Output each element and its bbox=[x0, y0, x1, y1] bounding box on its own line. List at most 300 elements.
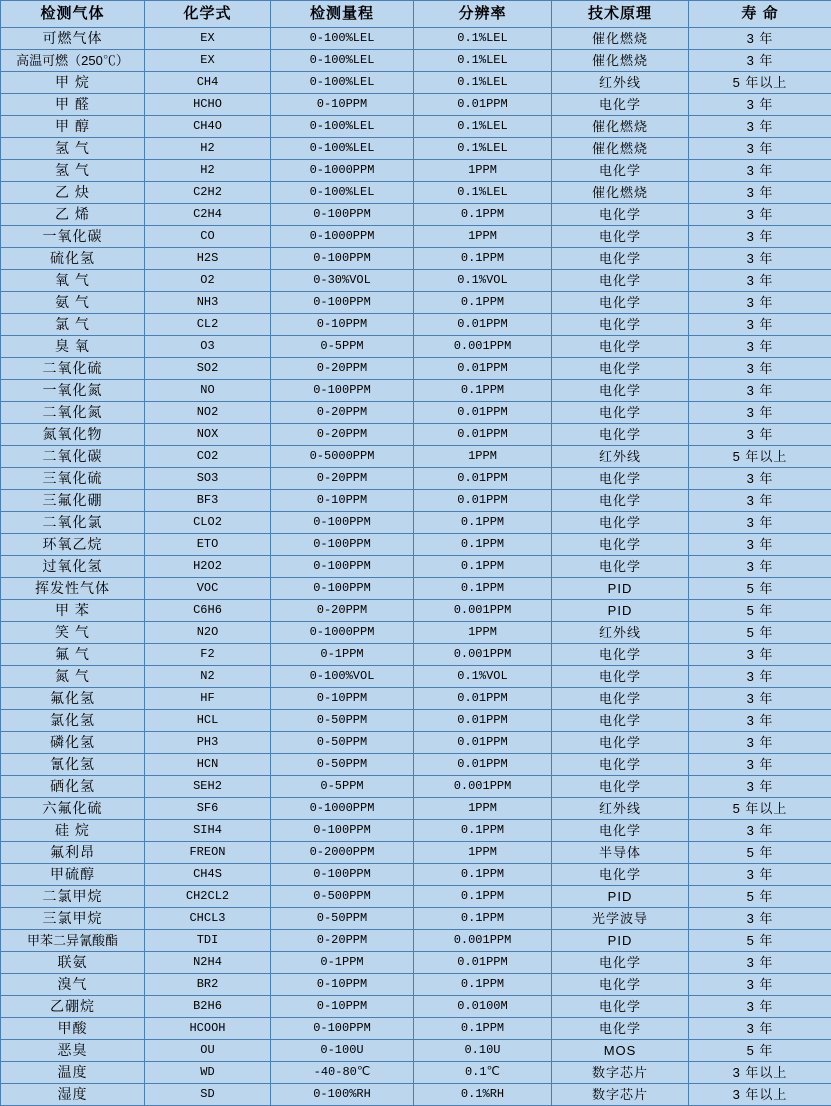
cell-lifetime: 3 年 bbox=[689, 402, 831, 424]
cell-detection-range: 0-100PPM bbox=[271, 292, 414, 314]
cell-gas-name: 甲苯二异氰酸酯 bbox=[1, 930, 145, 952]
cell-resolution: 0.1PPM bbox=[414, 292, 552, 314]
table-row bbox=[1, 1018, 831, 1040]
cell-gas-name: 氰化氢 bbox=[1, 754, 145, 776]
table-row bbox=[1, 1084, 831, 1106]
cell-technology-principle: 电化学 bbox=[552, 534, 689, 556]
cell-technology-principle: 电化学 bbox=[552, 996, 689, 1018]
table-row bbox=[1, 402, 831, 424]
cell-detection-range: 0-100PPM bbox=[271, 864, 414, 886]
cell-detection-range: 0-1000PPM bbox=[271, 798, 414, 820]
cell-gas-name: 二氯甲烷 bbox=[1, 886, 145, 908]
cell-detection-range: 0-100%LEL bbox=[271, 28, 414, 50]
cell-chemical-formula: EX bbox=[145, 50, 271, 72]
cell-technology-principle: 电化学 bbox=[552, 94, 689, 116]
table-row bbox=[1, 886, 831, 908]
cell-gas-name: 可燃气体 bbox=[1, 28, 145, 50]
cell-technology-principle: 电化学 bbox=[552, 864, 689, 886]
table-row bbox=[1, 820, 831, 842]
cell-resolution: 0.1%VOL bbox=[414, 666, 552, 688]
cell-resolution: 0.1PPM bbox=[414, 512, 552, 534]
cell-detection-range: 0-100PPM bbox=[271, 512, 414, 534]
cell-resolution: 0.1PPM bbox=[414, 248, 552, 270]
cell-technology-principle: 电化学 bbox=[552, 336, 689, 358]
cell-chemical-formula: N2O bbox=[145, 622, 271, 644]
cell-technology-principle: 半导体 bbox=[552, 842, 689, 864]
table-row bbox=[1, 974, 831, 996]
cell-lifetime: 3 年以上 bbox=[689, 1062, 831, 1084]
cell-lifetime: 5 年 bbox=[689, 1040, 831, 1062]
cell-detection-range: 0-5PPM bbox=[271, 336, 414, 358]
cell-gas-name: 三氟化硼 bbox=[1, 490, 145, 512]
cell-technology-principle: 红外线 bbox=[552, 72, 689, 94]
cell-technology-principle: 电化学 bbox=[552, 820, 689, 842]
table-row bbox=[1, 930, 831, 952]
cell-lifetime: 3 年 bbox=[689, 116, 831, 138]
cell-lifetime: 3 年 bbox=[689, 688, 831, 710]
cell-detection-range: 0-500PPM bbox=[271, 886, 414, 908]
cell-technology-principle: 红外线 bbox=[552, 798, 689, 820]
cell-resolution: 1PPM bbox=[414, 446, 552, 468]
cell-technology-principle: MOS bbox=[552, 1040, 689, 1062]
cell-detection-range: 0-50PPM bbox=[271, 732, 414, 754]
cell-chemical-formula: NO bbox=[145, 380, 271, 402]
cell-lifetime: 3 年 bbox=[689, 226, 831, 248]
cell-gas-name: 氯化氢 bbox=[1, 710, 145, 732]
cell-detection-range: 0-10PPM bbox=[271, 688, 414, 710]
cell-resolution: 0.1PPM bbox=[414, 864, 552, 886]
cell-detection-range: -40-80℃ bbox=[271, 1062, 414, 1084]
cell-technology-principle: 催化燃烧 bbox=[552, 50, 689, 72]
table-row bbox=[1, 424, 831, 446]
cell-technology-principle: 电化学 bbox=[552, 402, 689, 424]
column-header-range: 检测量程 bbox=[271, 1, 414, 28]
cell-resolution: 1PPM bbox=[414, 226, 552, 248]
cell-gas-name: 二氧化硫 bbox=[1, 358, 145, 380]
table-row bbox=[1, 490, 831, 512]
cell-lifetime: 3 年 bbox=[689, 314, 831, 336]
cell-gas-name: 氟 气 bbox=[1, 644, 145, 666]
table-row bbox=[1, 1062, 831, 1084]
cell-detection-range: 0-1000PPM bbox=[271, 226, 414, 248]
cell-detection-range: 0-100PPM bbox=[271, 248, 414, 270]
cell-detection-range: 0-10PPM bbox=[271, 996, 414, 1018]
table-header bbox=[1, 1, 831, 28]
cell-resolution: 0.10U bbox=[414, 1040, 552, 1062]
cell-resolution: 0.1%LEL bbox=[414, 72, 552, 94]
table-row bbox=[1, 72, 831, 94]
cell-lifetime: 5 年 bbox=[689, 886, 831, 908]
cell-lifetime: 3 年 bbox=[689, 1018, 831, 1040]
cell-chemical-formula: CLO2 bbox=[145, 512, 271, 534]
cell-gas-name: 乙硼烷 bbox=[1, 996, 145, 1018]
column-header-formula: 化学式 bbox=[145, 1, 271, 28]
cell-technology-principle: 电化学 bbox=[552, 732, 689, 754]
cell-resolution: 0.1PPM bbox=[414, 578, 552, 600]
table-row bbox=[1, 952, 831, 974]
table-row bbox=[1, 710, 831, 732]
table-header-row bbox=[1, 1, 831, 28]
cell-technology-principle: 电化学 bbox=[552, 666, 689, 688]
cell-lifetime: 5 年以上 bbox=[689, 72, 831, 94]
cell-gas-name: 高温可燃（250℃） bbox=[1, 50, 145, 72]
cell-detection-range: 0-100%VOL bbox=[271, 666, 414, 688]
cell-resolution: 0.1PPM bbox=[414, 1018, 552, 1040]
cell-gas-name: 氨 气 bbox=[1, 292, 145, 314]
cell-resolution: 0.0100M bbox=[414, 996, 552, 1018]
cell-lifetime: 3 年 bbox=[689, 908, 831, 930]
cell-detection-range: 0-100%RH bbox=[271, 1084, 414, 1106]
cell-gas-name: 硒化氢 bbox=[1, 776, 145, 798]
cell-chemical-formula: SD bbox=[145, 1084, 271, 1106]
cell-resolution: 0.001PPM bbox=[414, 336, 552, 358]
cell-resolution: 0.01PPM bbox=[414, 710, 552, 732]
cell-technology-principle: PID bbox=[552, 578, 689, 600]
cell-resolution: 0.01PPM bbox=[414, 732, 552, 754]
table-row bbox=[1, 204, 831, 226]
cell-resolution: 0.001PPM bbox=[414, 776, 552, 798]
table-row bbox=[1, 666, 831, 688]
cell-detection-range: 0-10PPM bbox=[271, 490, 414, 512]
cell-resolution: 0.1%LEL bbox=[414, 182, 552, 204]
cell-gas-name: 溴气 bbox=[1, 974, 145, 996]
cell-lifetime: 3 年 bbox=[689, 182, 831, 204]
table-row bbox=[1, 754, 831, 776]
cell-technology-principle: 电化学 bbox=[552, 424, 689, 446]
cell-gas-name: 甲 苯 bbox=[1, 600, 145, 622]
cell-detection-range: 0-100%LEL bbox=[271, 182, 414, 204]
table-row bbox=[1, 446, 831, 468]
table-row bbox=[1, 336, 831, 358]
cell-chemical-formula: H2 bbox=[145, 160, 271, 182]
cell-resolution: 1PPM bbox=[414, 842, 552, 864]
cell-resolution: 0.1%VOL bbox=[414, 270, 552, 292]
cell-resolution: 0.01PPM bbox=[414, 94, 552, 116]
cell-technology-principle: 电化学 bbox=[552, 776, 689, 798]
cell-resolution: 0.1PPM bbox=[414, 534, 552, 556]
cell-gas-name: 挥发性气体 bbox=[1, 578, 145, 600]
cell-chemical-formula: CH4S bbox=[145, 864, 271, 886]
cell-chemical-formula: B2H6 bbox=[145, 996, 271, 1018]
cell-resolution: 0.01PPM bbox=[414, 688, 552, 710]
cell-lifetime: 3 年 bbox=[689, 864, 831, 886]
cell-detection-range: 0-50PPM bbox=[271, 908, 414, 930]
cell-chemical-formula: TDI bbox=[145, 930, 271, 952]
cell-resolution: 0.1PPM bbox=[414, 820, 552, 842]
cell-chemical-formula: N2H4 bbox=[145, 952, 271, 974]
cell-technology-principle: 红外线 bbox=[552, 622, 689, 644]
table-row bbox=[1, 908, 831, 930]
cell-lifetime: 3 年 bbox=[689, 732, 831, 754]
cell-technology-principle: PID bbox=[552, 600, 689, 622]
table-row bbox=[1, 50, 831, 72]
cell-resolution: 0.1%LEL bbox=[414, 28, 552, 50]
cell-resolution: 0.1PPM bbox=[414, 380, 552, 402]
cell-resolution: 0.1℃ bbox=[414, 1062, 552, 1084]
table-row bbox=[1, 578, 831, 600]
cell-lifetime: 3 年 bbox=[689, 996, 831, 1018]
table-row bbox=[1, 28, 831, 50]
table-row bbox=[1, 226, 831, 248]
table-row bbox=[1, 292, 831, 314]
table-row bbox=[1, 468, 831, 490]
cell-lifetime: 3 年 bbox=[689, 974, 831, 996]
cell-technology-principle: 数字芯片 bbox=[552, 1084, 689, 1106]
table-row bbox=[1, 688, 831, 710]
cell-gas-name: 温度 bbox=[1, 1062, 145, 1084]
cell-lifetime: 3 年 bbox=[689, 28, 831, 50]
cell-detection-range: 0-20PPM bbox=[271, 468, 414, 490]
cell-detection-range: 0-100PPM bbox=[271, 578, 414, 600]
cell-resolution: 1PPM bbox=[414, 798, 552, 820]
cell-chemical-formula: CL2 bbox=[145, 314, 271, 336]
cell-gas-name: 一氧化氮 bbox=[1, 380, 145, 402]
cell-lifetime: 3 年 bbox=[689, 512, 831, 534]
cell-detection-range: 0-100PPM bbox=[271, 380, 414, 402]
cell-detection-range: 0-20PPM bbox=[271, 358, 414, 380]
table-row bbox=[1, 270, 831, 292]
cell-gas-name: 甲 醛 bbox=[1, 94, 145, 116]
cell-lifetime: 5 年以上 bbox=[689, 446, 831, 468]
cell-resolution: 0.1%RH bbox=[414, 1084, 552, 1106]
cell-gas-name: 氟利昂 bbox=[1, 842, 145, 864]
cell-technology-principle: 电化学 bbox=[552, 952, 689, 974]
cell-lifetime: 5 年 bbox=[689, 622, 831, 644]
table-row bbox=[1, 380, 831, 402]
cell-lifetime: 3 年 bbox=[689, 424, 831, 446]
cell-chemical-formula: C2H2 bbox=[145, 182, 271, 204]
cell-resolution: 0.1%LEL bbox=[414, 138, 552, 160]
cell-technology-principle: 电化学 bbox=[552, 270, 689, 292]
cell-chemical-formula: FREON bbox=[145, 842, 271, 864]
cell-gas-name: 乙 炔 bbox=[1, 182, 145, 204]
cell-lifetime: 3 年 bbox=[689, 94, 831, 116]
cell-chemical-formula: H2O2 bbox=[145, 556, 271, 578]
cell-lifetime: 3 年 bbox=[689, 710, 831, 732]
cell-gas-name: 六氟化硫 bbox=[1, 798, 145, 820]
cell-detection-range: 0-5PPM bbox=[271, 776, 414, 798]
cell-chemical-formula: O2 bbox=[145, 270, 271, 292]
cell-chemical-formula: HCOOH bbox=[145, 1018, 271, 1040]
cell-gas-name: 环氧乙烷 bbox=[1, 534, 145, 556]
cell-gas-name: 过氧化氢 bbox=[1, 556, 145, 578]
cell-resolution: 0.01PPM bbox=[414, 314, 552, 336]
cell-technology-principle: 电化学 bbox=[552, 468, 689, 490]
cell-chemical-formula: CHCL3 bbox=[145, 908, 271, 930]
cell-gas-name: 硫化氢 bbox=[1, 248, 145, 270]
cell-chemical-formula: SF6 bbox=[145, 798, 271, 820]
cell-technology-principle: 电化学 bbox=[552, 358, 689, 380]
cell-gas-name: 二氧化碳 bbox=[1, 446, 145, 468]
cell-chemical-formula: HF bbox=[145, 688, 271, 710]
cell-chemical-formula: F2 bbox=[145, 644, 271, 666]
cell-gas-name: 硅 烷 bbox=[1, 820, 145, 842]
cell-gas-name: 甲酸 bbox=[1, 1018, 145, 1040]
cell-resolution: 0.001PPM bbox=[414, 644, 552, 666]
cell-gas-name: 三氯甲烷 bbox=[1, 908, 145, 930]
cell-lifetime: 5 年 bbox=[689, 842, 831, 864]
cell-chemical-formula: C2H4 bbox=[145, 204, 271, 226]
column-header-life: 寿 命 bbox=[689, 1, 831, 28]
cell-chemical-formula: CH4 bbox=[145, 72, 271, 94]
cell-resolution: 0.1%LEL bbox=[414, 116, 552, 138]
table-row bbox=[1, 600, 831, 622]
cell-detection-range: 0-1000PPM bbox=[271, 160, 414, 182]
cell-chemical-formula: CO bbox=[145, 226, 271, 248]
cell-detection-range: 0-100%LEL bbox=[271, 50, 414, 72]
cell-lifetime: 5 年 bbox=[689, 600, 831, 622]
cell-chemical-formula: HCHO bbox=[145, 94, 271, 116]
cell-resolution: 0.01PPM bbox=[414, 468, 552, 490]
cell-technology-principle: 电化学 bbox=[552, 248, 689, 270]
cell-lifetime: 3 年 bbox=[689, 204, 831, 226]
cell-detection-range: 0-10PPM bbox=[271, 974, 414, 996]
cell-lifetime: 5 年以上 bbox=[689, 798, 831, 820]
cell-detection-range: 0-10PPM bbox=[271, 94, 414, 116]
cell-chemical-formula: EX bbox=[145, 28, 271, 50]
cell-chemical-formula: NO2 bbox=[145, 402, 271, 424]
cell-detection-range: 0-1PPM bbox=[271, 644, 414, 666]
cell-technology-principle: 电化学 bbox=[552, 556, 689, 578]
cell-detection-range: 0-10PPM bbox=[271, 314, 414, 336]
cell-resolution: 0.01PPM bbox=[414, 424, 552, 446]
cell-technology-principle: 电化学 bbox=[552, 512, 689, 534]
table-row bbox=[1, 732, 831, 754]
cell-lifetime: 3 年 bbox=[689, 160, 831, 182]
cell-detection-range: 0-5000PPM bbox=[271, 446, 414, 468]
table-row bbox=[1, 160, 831, 182]
cell-chemical-formula: SO2 bbox=[145, 358, 271, 380]
cell-detection-range: 0-100PPM bbox=[271, 534, 414, 556]
cell-technology-principle: 电化学 bbox=[552, 314, 689, 336]
cell-chemical-formula: BF3 bbox=[145, 490, 271, 512]
cell-lifetime: 3 年以上 bbox=[689, 1084, 831, 1106]
cell-gas-name: 氟化氢 bbox=[1, 688, 145, 710]
cell-detection-range: 0-100PPM bbox=[271, 820, 414, 842]
table-row bbox=[1, 864, 831, 886]
cell-detection-range: 0-50PPM bbox=[271, 754, 414, 776]
cell-chemical-formula: ETO bbox=[145, 534, 271, 556]
cell-gas-name: 一氧化碳 bbox=[1, 226, 145, 248]
cell-gas-name: 恶臭 bbox=[1, 1040, 145, 1062]
cell-resolution: 0.1PPM bbox=[414, 556, 552, 578]
cell-chemical-formula: HCN bbox=[145, 754, 271, 776]
cell-resolution: 0.001PPM bbox=[414, 600, 552, 622]
cell-technology-principle: 电化学 bbox=[552, 710, 689, 732]
cell-gas-name: 氢 气 bbox=[1, 138, 145, 160]
table-row bbox=[1, 512, 831, 534]
cell-technology-principle: 催化燃烧 bbox=[552, 28, 689, 50]
table-row bbox=[1, 314, 831, 336]
cell-chemical-formula: CH4O bbox=[145, 116, 271, 138]
cell-detection-range: 0-20PPM bbox=[271, 402, 414, 424]
cell-gas-name: 氢 气 bbox=[1, 160, 145, 182]
cell-gas-name: 二氧化氯 bbox=[1, 512, 145, 534]
cell-chemical-formula: C6H6 bbox=[145, 600, 271, 622]
cell-detection-range: 0-20PPM bbox=[271, 930, 414, 952]
cell-lifetime: 3 年 bbox=[689, 468, 831, 490]
cell-technology-principle: 电化学 bbox=[552, 292, 689, 314]
cell-resolution: 0.001PPM bbox=[414, 930, 552, 952]
table-row bbox=[1, 182, 831, 204]
cell-chemical-formula: HCL bbox=[145, 710, 271, 732]
cell-resolution: 0.1PPM bbox=[414, 908, 552, 930]
cell-resolution: 1PPM bbox=[414, 622, 552, 644]
cell-lifetime: 3 年 bbox=[689, 270, 831, 292]
cell-gas-name: 氧 气 bbox=[1, 270, 145, 292]
cell-technology-principle: 电化学 bbox=[552, 204, 689, 226]
cell-technology-principle: 电化学 bbox=[552, 226, 689, 248]
cell-technology-principle: 红外线 bbox=[552, 446, 689, 468]
cell-chemical-formula: VOC bbox=[145, 578, 271, 600]
cell-technology-principle: 电化学 bbox=[552, 160, 689, 182]
cell-lifetime: 5 年 bbox=[689, 578, 831, 600]
cell-gas-name: 笑 气 bbox=[1, 622, 145, 644]
cell-chemical-formula: SO3 bbox=[145, 468, 271, 490]
cell-chemical-formula: BR2 bbox=[145, 974, 271, 996]
cell-resolution: 0.01PPM bbox=[414, 490, 552, 512]
cell-gas-name: 甲 醇 bbox=[1, 116, 145, 138]
cell-gas-name: 磷化氢 bbox=[1, 732, 145, 754]
cell-technology-principle: 电化学 bbox=[552, 974, 689, 996]
cell-detection-range: 0-100PPM bbox=[271, 556, 414, 578]
table-row bbox=[1, 248, 831, 270]
cell-detection-range: 0-1000PPM bbox=[271, 622, 414, 644]
cell-chemical-formula: CO2 bbox=[145, 446, 271, 468]
cell-gas-name: 联氨 bbox=[1, 952, 145, 974]
cell-resolution: 0.01PPM bbox=[414, 754, 552, 776]
cell-resolution: 0.1PPM bbox=[414, 974, 552, 996]
cell-resolution: 0.01PPM bbox=[414, 358, 552, 380]
cell-detection-range: 0-50PPM bbox=[271, 710, 414, 732]
cell-chemical-formula: CH2CL2 bbox=[145, 886, 271, 908]
cell-technology-principle: 催化燃烧 bbox=[552, 116, 689, 138]
table-row bbox=[1, 842, 831, 864]
cell-chemical-formula: N2 bbox=[145, 666, 271, 688]
cell-lifetime: 3 年 bbox=[689, 292, 831, 314]
cell-detection-range: 0-20PPM bbox=[271, 600, 414, 622]
cell-resolution: 0.01PPM bbox=[414, 402, 552, 424]
cell-lifetime: 3 年 bbox=[689, 556, 831, 578]
cell-detection-range: 0-1PPM bbox=[271, 952, 414, 974]
cell-gas-name: 三氧化硫 bbox=[1, 468, 145, 490]
cell-detection-range: 0-20PPM bbox=[271, 424, 414, 446]
cell-chemical-formula: NOX bbox=[145, 424, 271, 446]
cell-chemical-formula: NH3 bbox=[145, 292, 271, 314]
cell-technology-principle: 电化学 bbox=[552, 490, 689, 512]
cell-lifetime: 3 年 bbox=[689, 50, 831, 72]
table-row bbox=[1, 94, 831, 116]
cell-gas-name: 甲 烷 bbox=[1, 72, 145, 94]
cell-gas-name: 氮氧化物 bbox=[1, 424, 145, 446]
table-row bbox=[1, 556, 831, 578]
cell-lifetime: 3 年 bbox=[689, 490, 831, 512]
cell-chemical-formula: SEH2 bbox=[145, 776, 271, 798]
cell-resolution: 0.1PPM bbox=[414, 204, 552, 226]
cell-technology-principle: PID bbox=[552, 930, 689, 952]
cell-chemical-formula: OU bbox=[145, 1040, 271, 1062]
cell-lifetime: 3 年 bbox=[689, 754, 831, 776]
cell-technology-principle: 光学波导 bbox=[552, 908, 689, 930]
cell-detection-range: 0-100%LEL bbox=[271, 72, 414, 94]
cell-chemical-formula: WD bbox=[145, 1062, 271, 1084]
cell-gas-name: 湿度 bbox=[1, 1084, 145, 1106]
table-row bbox=[1, 116, 831, 138]
cell-technology-principle: 电化学 bbox=[552, 754, 689, 776]
cell-technology-principle: 电化学 bbox=[552, 380, 689, 402]
cell-chemical-formula: PH3 bbox=[145, 732, 271, 754]
table-row bbox=[1, 798, 831, 820]
